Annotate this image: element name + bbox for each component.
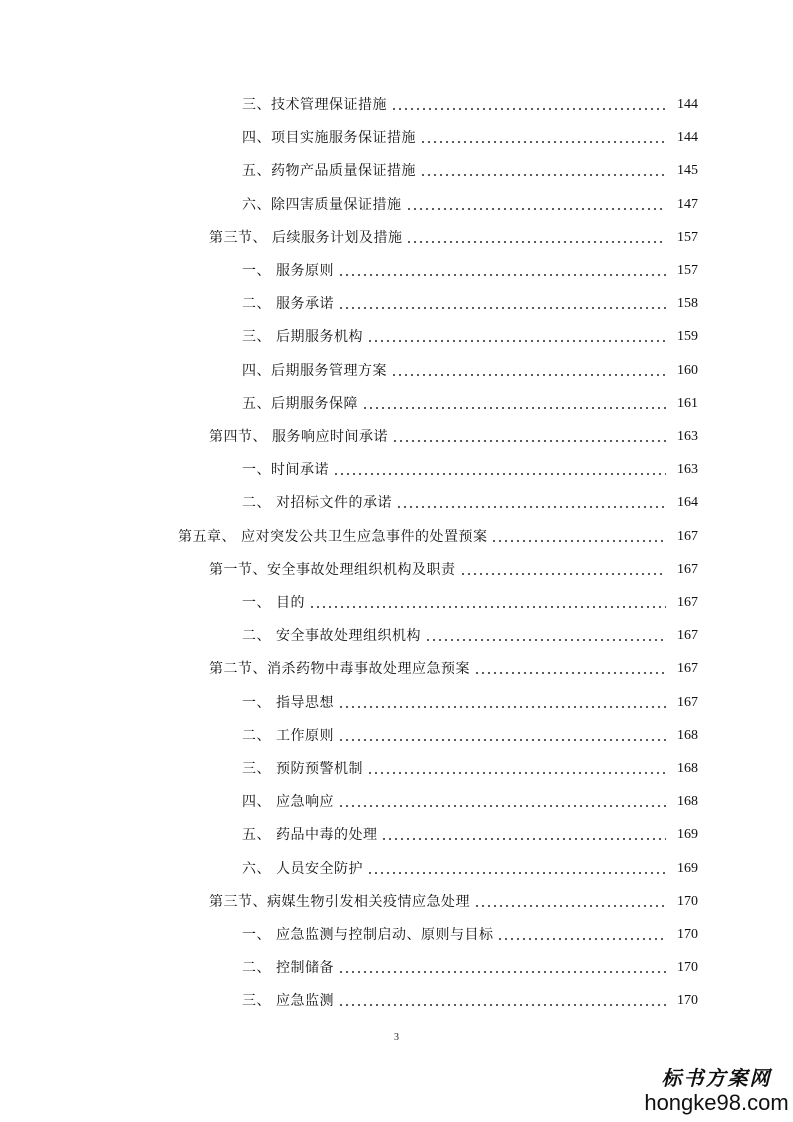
toc-entry-page: 163 (677, 462, 698, 477)
toc-entry-page: 163 (677, 429, 698, 444)
toc-entry-page: 157 (677, 263, 698, 278)
toc-dot-leader (420, 174, 666, 176)
toc-entry[interactable] (209, 558, 698, 582)
toc-entry-label: 一、 服务原则 (242, 263, 334, 279)
toc-entry-label: 第一节、安全事故处理组织机构及职责 (209, 562, 456, 578)
toc-dot-leader (338, 706, 666, 708)
toc-entry[interactable] (242, 989, 698, 1013)
toc-entry[interactable] (178, 525, 698, 549)
toc-entry-page: 167 (677, 628, 698, 643)
toc-entry-page: 168 (677, 761, 698, 776)
toc-dot-leader (333, 473, 666, 475)
toc-dot-leader (391, 374, 666, 376)
toc-entry-label: 三、 后期服务机构 (242, 329, 363, 345)
toc-entry-label: 第三节、 后续服务计划及措施 (209, 230, 403, 246)
toc-entry[interactable] (242, 790, 698, 814)
toc-entry[interactable] (242, 126, 698, 150)
toc-entry[interactable] (242, 757, 698, 781)
toc-entry[interactable] (242, 724, 698, 748)
toc-entry[interactable] (242, 491, 698, 515)
toc-entry-page: 167 (677, 562, 698, 577)
toc-entry[interactable] (209, 226, 698, 250)
toc-dot-leader (425, 639, 666, 641)
toc-entry-label: 二、 安全事故处理组织机构 (242, 628, 421, 644)
toc-dot-leader (396, 506, 666, 508)
toc-entry-label: 六、除四害质量保证措施 (242, 197, 402, 213)
toc-dot-leader (338, 1004, 666, 1006)
toc-entry[interactable] (242, 823, 698, 847)
toc-entry-label: 三、技术管理保证措施 (242, 97, 387, 113)
toc-dot-leader (338, 805, 666, 807)
toc-entry[interactable] (242, 857, 698, 881)
toc-entry-label: 四、项目实施服务保证措施 (242, 130, 416, 146)
toc-entry[interactable] (242, 591, 698, 615)
toc-entry-page: 170 (677, 894, 698, 909)
toc-dot-leader (338, 971, 666, 973)
toc-entry-page: 167 (677, 529, 698, 544)
toc-dot-leader (491, 540, 666, 542)
toc-entry-page: 144 (677, 130, 698, 145)
toc-dot-leader (406, 208, 667, 210)
page-number: 3 (394, 1032, 399, 1043)
toc-entry-page: 159 (677, 329, 698, 344)
toc-entry-page: 157 (677, 230, 698, 245)
toc-entry-label: 一、时间承诺 (242, 462, 329, 478)
toc-entry[interactable] (242, 359, 698, 383)
watermark-url: hongke98.com (644, 1090, 789, 1115)
toc-entry-label: 四、 应急响应 (242, 794, 334, 810)
toc-entry-label: 二、 服务承诺 (242, 296, 334, 312)
toc-entry[interactable] (242, 691, 698, 715)
toc-dot-leader (338, 307, 666, 309)
toc-dot-leader (367, 340, 666, 342)
toc-entry-page: 170 (677, 960, 698, 975)
toc-entry-page: 167 (677, 695, 698, 710)
toc-entry-page: 161 (677, 396, 698, 411)
toc-dot-leader (474, 672, 666, 674)
toc-dot-leader (338, 274, 666, 276)
toc-dot-leader (309, 606, 666, 608)
toc-entry-label: 第五章、 应对突发公共卫生应急事件的处置预案 (178, 529, 488, 545)
toc-entry-label: 五、 药品中毒的处理 (242, 827, 378, 843)
toc-entry-label: 五、后期服务保障 (242, 396, 358, 412)
toc-entry-label: 一、 应急监测与控制启动、原则与目标 (242, 927, 494, 943)
toc-entry-page: 164 (677, 495, 698, 510)
toc-entry-page: 158 (677, 296, 698, 311)
toc-entry-page: 144 (677, 97, 698, 112)
toc-entry[interactable] (242, 325, 698, 349)
toc-dot-leader (392, 440, 666, 442)
toc-entry-label: 第三节、病媒生物引发相关疫情应急处理 (209, 894, 470, 910)
toc-entry[interactable] (242, 392, 698, 416)
toc-entry[interactable] (242, 159, 698, 183)
toc-entry[interactable] (242, 193, 698, 217)
toc-entry-label: 三、 应急监测 (242, 993, 334, 1009)
toc-dot-leader (362, 407, 666, 409)
toc-entry[interactable] (209, 425, 698, 449)
toc-entry-page: 169 (677, 827, 698, 842)
toc-entry-label: 五、药物产品质量保证措施 (242, 163, 416, 179)
toc-entry-page: 168 (677, 794, 698, 809)
toc-dot-leader (367, 872, 666, 874)
toc-entry-label: 六、 人员安全防护 (242, 861, 363, 877)
toc-dot-leader (497, 938, 666, 940)
toc-dot-leader (474, 905, 666, 907)
toc-dot-leader (391, 108, 666, 110)
toc-entry[interactable] (209, 890, 698, 914)
toc-entry[interactable] (242, 292, 698, 316)
toc-entry-page: 170 (677, 927, 698, 942)
toc-entry-label: 第二节、消杀药物中毒事故处理应急预案 (209, 661, 470, 677)
toc-entry[interactable] (242, 624, 698, 648)
toc-dot-leader (420, 141, 666, 143)
toc-entry[interactable] (242, 259, 698, 283)
toc-entry-label: 二、 控制储备 (242, 960, 334, 976)
toc-dot-leader (406, 241, 666, 243)
toc-entry-page: 147 (677, 197, 698, 212)
toc-entry[interactable] (242, 923, 698, 947)
toc-entry-label: 一、 目的 (242, 595, 305, 611)
toc-dot-leader (367, 772, 666, 774)
toc-entry-page: 167 (677, 595, 698, 610)
toc-entry[interactable] (242, 956, 698, 980)
toc-dot-leader (460, 573, 667, 575)
toc-entry-label: 第四节、 服务响应时间承诺 (209, 429, 388, 445)
toc-entry-label: 二、 对招标文件的承诺 (242, 495, 392, 511)
toc-entry[interactable] (242, 458, 698, 482)
toc-entry-page: 145 (677, 163, 698, 178)
toc-entry-page: 168 (677, 728, 698, 743)
toc-dot-leader (381, 838, 666, 840)
toc-entry-page: 167 (677, 661, 698, 676)
toc-entry-label: 四、后期服务管理方案 (242, 363, 387, 379)
watermark-site-name: 标书方案网 (661, 1066, 772, 1090)
toc-entry-label: 三、 预防预警机制 (242, 761, 363, 777)
toc-entry-label: 二、 工作原则 (242, 728, 334, 744)
toc-dot-leader (338, 739, 666, 741)
toc-entry-label: 一、 指导思想 (242, 695, 334, 711)
toc-entry[interactable] (209, 657, 698, 681)
toc-entry-page: 160 (677, 363, 698, 378)
toc-entry-page: 170 (677, 993, 698, 1008)
toc-entry[interactable] (242, 93, 698, 117)
toc-entry-page: 169 (677, 861, 698, 876)
site-watermark (644, 1066, 789, 1118)
